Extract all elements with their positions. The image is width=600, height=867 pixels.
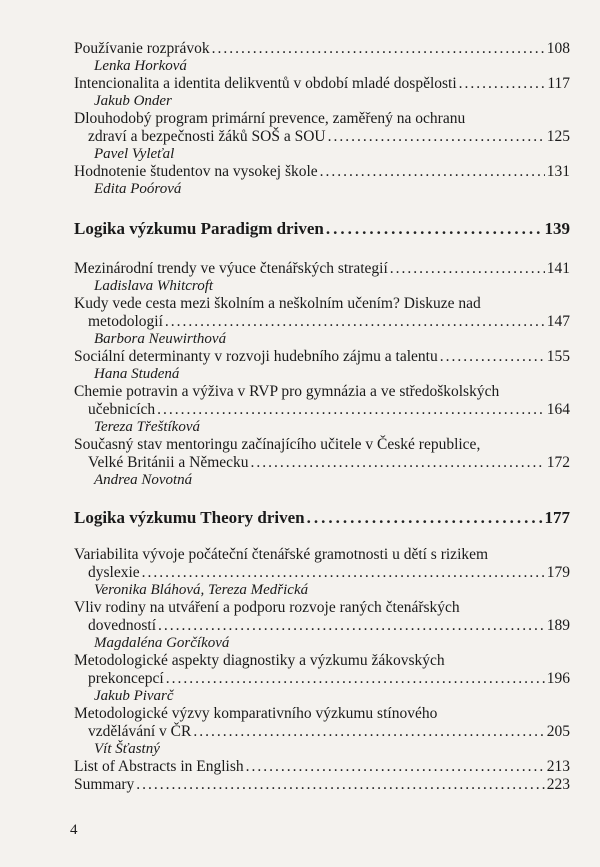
entry-page: 164 xyxy=(546,401,570,418)
entry-title: List of Abstracts in English xyxy=(74,758,244,775)
entry-author: Magdaléna Gorčíková xyxy=(94,635,230,651)
entry-title: Metodologické výzvy komparativního výzkumu stínového xyxy=(74,705,438,722)
entry-page: 125 xyxy=(546,128,570,145)
entry-title: Variabilita vývoje počáteční čtenářské gramotnosti u dětí s rizikem xyxy=(74,546,489,563)
entry-page: 196 xyxy=(546,670,570,687)
toc-block-1 xyxy=(74,40,570,198)
section-heading xyxy=(74,508,570,528)
entry-page: 223 xyxy=(546,776,570,793)
entry-page: 205 xyxy=(546,723,570,740)
entry-author: Edita Poórová xyxy=(94,181,182,197)
toc-entry xyxy=(74,436,570,489)
entry-author: Pavel Vyleťal xyxy=(94,146,175,162)
entry-title: Používanie rozprávok xyxy=(74,40,210,57)
toc-entry xyxy=(74,758,570,776)
entry-title-cont: dovedností xyxy=(88,617,157,634)
entry-page: 172 xyxy=(546,454,570,471)
section-title: Logika výzkumu Theory driven xyxy=(74,508,305,527)
toc-entry xyxy=(74,260,570,295)
entry-title-cont: učebnicích xyxy=(88,401,156,418)
toc-entry xyxy=(74,40,570,75)
entry-title: Hodnotenie študentov na vysokej škole xyxy=(74,163,318,180)
toc-entry xyxy=(74,348,570,383)
toc-entry xyxy=(74,163,570,198)
entry-page: 141 xyxy=(546,260,570,277)
entry-author: Jakub Pivarč xyxy=(94,688,174,704)
entry-author: Tereza Třeštíková xyxy=(94,419,200,435)
entry-page: 131 xyxy=(546,163,570,180)
section-page: 139 xyxy=(544,219,570,238)
toc-block-2 xyxy=(74,260,570,489)
toc-entry xyxy=(74,599,570,652)
entry-page: 213 xyxy=(546,758,570,775)
entry-title: Metodologické aspekty diagnostiky a výzkumu žákovských xyxy=(74,652,445,669)
entry-title: Intencionalita a identita delikventů v období mladé dospělosti xyxy=(74,75,457,92)
entry-title: Summary xyxy=(74,776,135,793)
entry-page: 108 xyxy=(546,40,570,57)
entry-title: Současný stav mentoringu začínajícího učitele v České republice, xyxy=(74,436,481,453)
toc-block-3 xyxy=(74,546,570,794)
entry-author: Ladislava Whitcroft xyxy=(94,278,214,294)
toc-entry xyxy=(74,705,570,758)
toc-entry xyxy=(74,295,570,348)
toc-entry xyxy=(74,776,570,794)
entry-title-cont: dyslexie xyxy=(88,564,140,581)
entry-author: Barbora Neuwirthová xyxy=(94,331,227,347)
toc-entry xyxy=(74,652,570,705)
entry-title-cont: prekoncepcí xyxy=(88,670,164,687)
entry-title-cont: metodologií xyxy=(88,313,163,330)
toc-entry xyxy=(74,546,570,599)
entry-author: Veronika Bláhová, Tereza Medřická xyxy=(94,582,309,598)
entry-title: Mezinárodní trendy ve výuce čtenářských strategií xyxy=(74,260,388,277)
entry-title-cont: vzdělávání v ČR xyxy=(88,723,192,740)
entry-author: Andrea Novotná xyxy=(94,472,193,488)
entry-author: Vít Šťastný xyxy=(94,741,160,757)
entry-title-cont: Velké Británii a Německu xyxy=(88,454,249,471)
entry-title: Chemie potravin a výživa v RVP pro gymnázia a ve středoškolských xyxy=(74,383,500,400)
entry-title-cont: zdraví a bezpečnosti žáků SOŠ a SOU xyxy=(88,128,326,145)
page-number: 4 xyxy=(70,822,78,838)
toc-entry xyxy=(74,383,570,436)
entry-page: 179 xyxy=(546,564,570,581)
entry-title: Dlouhodobý program primární prevence, zaměřený na ochranu xyxy=(74,110,466,127)
entry-page: 155 xyxy=(546,348,570,365)
section-heading xyxy=(74,219,570,239)
entry-page: 117 xyxy=(547,75,570,92)
toc-entry xyxy=(74,110,570,163)
entry-author: Lenka Horková xyxy=(94,58,187,74)
entry-author: Jakub Onder xyxy=(94,93,172,109)
section-page: 177 xyxy=(544,508,570,527)
entry-title: Kudy vede cesta mezi školním a neškolním učením? Diskuze nad xyxy=(74,295,481,312)
entry-author: Hana Studená xyxy=(94,366,180,382)
entry-title: Vliv rodiny na utváření a podporu rozvoje raných čtenářských xyxy=(74,599,460,616)
section-title: Logika výzkumu Paradigm driven xyxy=(74,219,324,238)
entry-title: Sociální determinanty v rozvoji hudebního zájmu a talentu xyxy=(74,348,438,365)
entry-page: 189 xyxy=(546,617,570,634)
entry-page: 147 xyxy=(546,313,570,330)
toc-entry xyxy=(74,75,570,110)
